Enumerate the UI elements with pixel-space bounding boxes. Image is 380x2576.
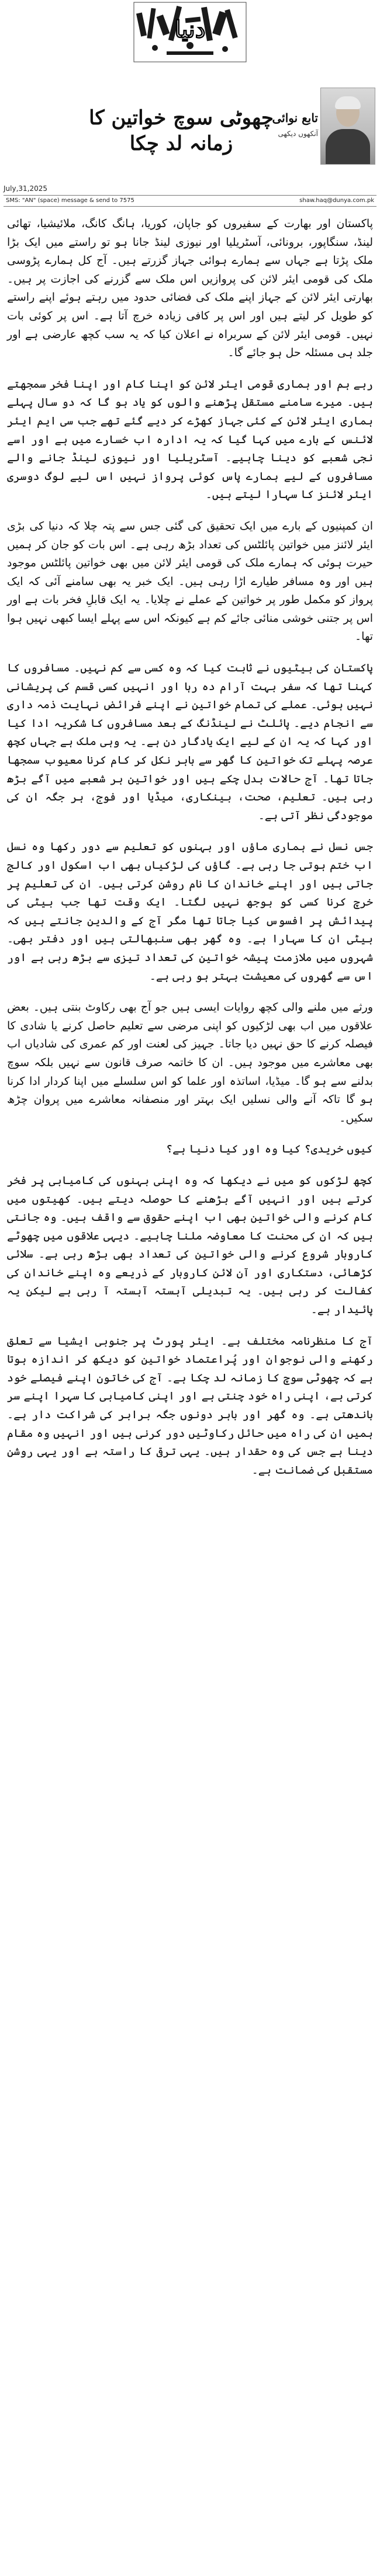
sms-instructions: SMS: "AN" (space) message & send to 7575 [6, 197, 134, 204]
paragraph: کچھ لڑکوں کو میں نے دیکھا کہ وہ اپنی بہنوں کی کامیابی پر فخر کرتے ہیں اور انہیں آگے بڑھنے کا حوصلہ دیتے ہیں۔ کھیتوں میں کام کرنے والی خواتین بھی اب اپنے حقوق سے واقف ہیں۔ وہ جانتی ہیں کہ ان کی محنت کا معاوضہ ملنا چاہیے۔ دیہی علاقوں میں چھوٹے کاروبار شروع کرنے والی خواتین کی تعداد بھی بڑھ رہی ہے۔ سلائی کڑھائی، دستکاری اور آن لائن کاروبار کے ذریعے وہ اپنے خاندان کی کفالت کر رہی ہیں۔ یہ تبدیلی آہستہ آہستہ آ رہی ہے لیکن یہ پائیدار ہے۔ [7, 1174, 373, 1317]
author-name: تابع نوائی [272, 111, 318, 125]
paragraph: پاکستان اور بھارت کے سفیروں کو جاپان، کوریا، ہانگ کانگ، ملائیشیا، تھائی لینڈ، سنگاپور، برونائی، آسٹریلیا اور نیوزی لینڈ جانا ہو تو راستے میں ایک بڑا ملک پڑتا ہے جہاں سے ہمارے ہوائی جہاز گزرتے ہیں۔ آج کل ہمارے پڑوسی ملک کی قومی ایئر لائن کی پروازیں اس ملک سے گزرنے کی اجازت پر ہیں۔ بھارتی ایئر لائن کے جہاز اپنے ملک کی فضائی حدود میں رہتے ہوئے اپنے راستے کو طویل کر لیتے ہیں اور اس پر کافی زیادہ خرچ آتا ہے۔ اس پر کوئی بات نہیں۔ قومی ایئر لائن کے سربراہ نے اعلان کیا کہ یہ سب کچھ عارضی ہے اور جلد ہی مسئلہ حل ہو جائے گا۔ [7, 217, 373, 360]
author-photo [320, 88, 375, 165]
paragraph: ان کمپنیوں کے بارے میں ایک تحقیق کی گئی جس سے پتہ چلا کہ دنیا کی بڑی ایئر لائنز میں خواتین پائلٹس کی تعداد بڑھ رہی ہے۔ اس بات کو جان کر ہمیں حیرت ہوئی کہ ہمارے ملک کی قومی ایئر لائن میں بھی خواتین پائلٹس موجود ہیں اور وہ مسافر طیارے اڑا رہی ہیں۔ ایک خبر یہ بھی سامنے آئی کہ ایک پرواز کو مکمل طور پر خواتین کے عملے نے چلایا۔ یہ ایک قابلِ فخر بات ہے اور اس پر جتنی خوشی منائی جائے کم ہے کیونکہ اس سے پہلے ایسا کبھی نہیں ہوا تھا۔ [7, 519, 373, 643]
contact-strip [4, 195, 376, 207]
paragraph: کیوں خریدی؟ کیا وہ اور کیا دنیا ہے؟ [166, 1143, 373, 1156]
author-email[interactable]: shaw.haq@dunya.com.pk [299, 197, 374, 204]
article-body [7, 215, 373, 1492]
headline [64, 70, 298, 193]
paragraph: رہے ہم اور ہماری قومی ایئر لائن کو اپنا کام اور اپنا فخر سمجھتے ہیں۔ میرے سامنے مستقل پڑھنے والوں کو یاد ہو گا کہ دو سال پہلے ہماری ایئر لائن کے کئی جہاز کھڑے کر دیے گئے تھے جب سی ایم ایئر لائنس کے بارے میں کہا گیا کہ یہ ادارہ اب خسارے میں ہے اور اسے نجی شعبے کو دینا چاہیے۔ آسٹریلیا اور نیوزی لینڈ جانے والے مسافروں کے لیے ہمارے پاس کوئی پرواز نہیں اس لیے لوگ دوسری ایئر لائنز کا سہارا لیتے ہیں۔ [7, 377, 373, 502]
newspaper-logo-art [132, 0, 248, 64]
author-subtitle: آنکھوں دیکھی [278, 130, 318, 138]
newspaper-logo [132, 0, 248, 64]
paragraph: ورثے میں ملنے والی کچھ روایات ایسی ہیں جو آج بھی رکاوٹ بنتی ہیں۔ بعض علاقوں میں اب بھی لڑکیوں کو اپنی مرضی سے تعلیم حاصل کرنے یا شادی کا فیصلہ کرنے کا حق نہیں دیا جاتا۔ جہیز کی لعنت اور کم عمری کی شادیاں اب بھی معاشرے میں موجود ہیں۔ ان کا خاتمہ صرف قانون سے نہیں بلکہ سوچ بدلنے سے ہو گا۔ میڈیا، اساتذہ اور علما کو اس سلسلے میں اپنا کردار ادا کرنا ہو گا تاکہ آنے والی نسلیں ایک بہتر اور منصفانہ معاشرے میں پروان چڑھ سکیں۔ [7, 1001, 373, 1125]
masthead [0, 0, 380, 210]
newspaper-logo-text: دنیا [174, 16, 206, 43]
headline-text: چھوٹی سوچ خواتین کا زمانہ لد چکا [89, 106, 274, 155]
paragraph: پاکستان کی بیٹیوں نے ثابت کیا کہ وہ کسی سے کم نہیں۔ مسافروں کا کہنا تھا کہ سفر بہت آرام دہ رہا اور انہیں کسی قسم کی پریشانی نہیں ہوئی۔ عملے کی تمام خواتین نے اپنے فرائض نہایت ذمہ داری سے انجام دیے۔ پائلٹ نے لینڈنگ کے بعد مسافروں کا شکریہ ادا کیا اور کہا کہ یہ ان کے لیے ایک یادگار دن ہے۔ یہ وہی ملک ہے جہاں کچھ عرصہ پہلے تک خواتین کا گھر سے باہر نکل کر کام کرنا معیوب سمجھا جاتا تھا۔ آج حالات بدل چکے ہیں اور خواتین ہر شعبے میں آگے بڑھ رہی ہیں۔ تعلیم، صحت، بینکاری، میڈیا اور فوج، ہر جگہ ان کی موجودگی نظر آتی ہے۔ [7, 662, 373, 822]
author-byline [272, 88, 375, 193]
paragraph: جس نسل نے ہماری ماؤں اور بہنوں کو تعلیم سے دور رکھا وہ نسل اب ختم ہوتی جا رہی ہے۔ گاؤں کی لڑکیاں بھی اب اسکول اور کالج جاتی ہیں اور اپنے خاندان کا نام روشن کرتی ہیں۔ ان کی تعلیم پر خرچ کرنا کسی کو بوجھ نہیں لگتا۔ ایک وقت تھا جب بیٹی کی پیدائش پر افسوس کیا جاتا تھا مگر آج کے والدین جانتے ہیں کہ بیٹی ان کا سہارا ہے۔ وہ گھر بھی سنبھالتی ہیں اور دفتر بھی۔ شہروں میں ملازمت پیشہ خواتین کی تعداد تیزی سے بڑھ رہی ہے اور اس سے گھروں کی معیشت بہتر ہو رہی ہے۔ [7, 840, 373, 983]
paragraph: آج کا منظرنامہ مختلف ہے۔ ایئر پورٹ پر جنوبی ایشیا سے تعلق رکھنے والی نوجوان اور پُراعتماد خواتین کو دیکھ کر اندازہ ہوتا ہے کہ چھوٹی سوچ کا زمانہ لد چکا ہے۔ آج کی خاتون اپنے فیصلے خود کرتی ہے، اپنی راہ خود چنتی ہے اور اپنی کامیابی کا سہرا اپنے سر باندھتی ہے۔ وہ گھر اور باہر دونوں جگہ برابر کی شراکت دار ہے۔ ہمیں ان کی راہ میں حائل رکاوٹیں دور کرنی ہیں اور انہیں وہ مقام دینا ہے جس کی وہ حقدار ہیں۔ یہی ترقی کا راستہ ہے اور یہی روشن مستقبل کی ضمانت ہے۔ [7, 1334, 373, 1477]
publish-date: July,31,2025 [4, 185, 48, 193]
